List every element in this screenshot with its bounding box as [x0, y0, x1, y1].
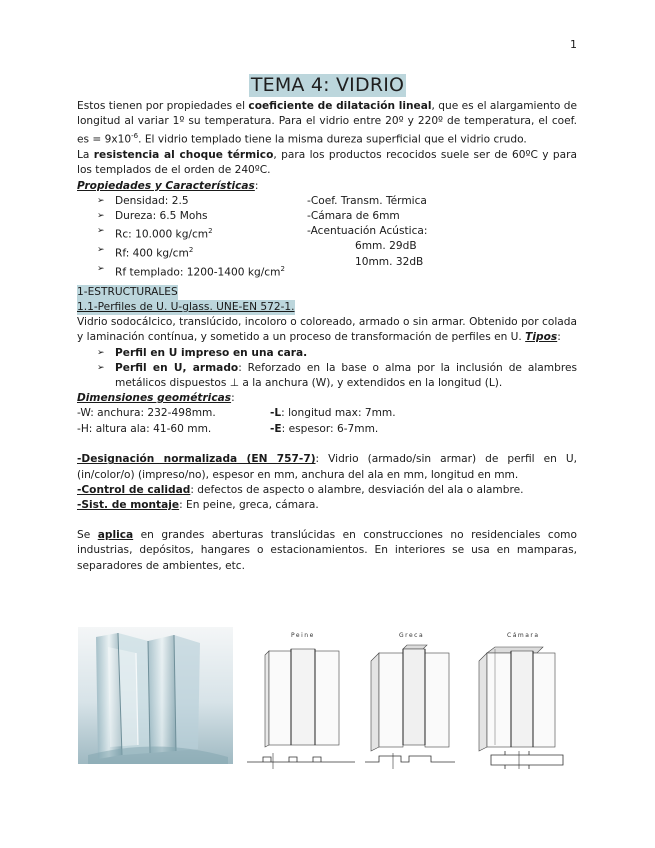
diagram-label-camara: Cámara — [507, 632, 540, 639]
spacer — [77, 513, 577, 528]
property-item — [97, 224, 302, 243]
properties-list — [77, 194, 577, 279]
property-text: Rc: 10.000 kg/cm — [115, 228, 209, 241]
exponent: 2 — [208, 227, 213, 236]
property-text: Rf: 400 kg/cm — [115, 247, 189, 260]
property-item — [97, 194, 302, 209]
dimension-e — [270, 422, 470, 437]
montaje-paragraph — [77, 498, 577, 513]
designacion-label: -Designación normalizada (EN 757-7) — [77, 453, 316, 466]
dimensions-grid — [77, 406, 577, 437]
montaje-text: : En peine, greca, cámara. — [179, 498, 319, 511]
u-glass-photo — [78, 627, 233, 764]
dimensions-left — [77, 406, 267, 436]
aplica-text: en grandes aberturas translúcidas en construcciones no residenciales como industrias, depósitos, hangares o estacionamientos. En interiores se usa en mamparas, separadores de ambientes, etc. — [77, 529, 577, 572]
property-item — [97, 262, 302, 281]
exponent: 2 — [280, 264, 285, 273]
type-name: Perfil en U, armado — [115, 361, 239, 374]
aplica-paragraph — [77, 528, 577, 574]
dimension-label: -L — [270, 407, 282, 420]
type-item — [97, 361, 577, 391]
property-text: 6mm. 29dB — [355, 240, 417, 253]
exponent: 2 — [188, 245, 194, 254]
dimensions-right — [270, 406, 470, 436]
dimension-text: : espesor: 6-7mm. — [281, 422, 379, 435]
dimensions-heading — [77, 391, 577, 406]
aplica-text: Se — [77, 529, 98, 542]
type-text: : Reforzado en la base o alma por la inclusión de alambres metálicos dispuestos ⊥ a la anchura (W), y extendidos en la longitud (L). — [115, 361, 578, 389]
designacion-paragraph — [77, 452, 577, 482]
control-paragraph — [77, 483, 577, 498]
heading-colon: : — [231, 392, 235, 405]
camara-diagram — [479, 632, 563, 769]
peine-diagram — [247, 632, 355, 769]
montaje-label: -Sist. de montaje — [77, 498, 180, 511]
mounting-diagrams — [243, 627, 583, 772]
u-glass-photo-illustration — [78, 627, 233, 764]
dimension-w: -W: anchura: 232-498mm. — [77, 407, 216, 420]
intro-text: . El vidrio templado tiene la misma dureza superficial que el vidrio crudo. — [138, 133, 527, 146]
diagram-label-greca: Greca — [399, 632, 425, 639]
property-text: 10mm. 32dB — [355, 255, 424, 268]
intro-paragraph-2 — [77, 148, 577, 178]
intro-text: Estos tienen por propiedades el — [77, 100, 249, 112]
subsection-heading-line — [77, 300, 577, 315]
title-container — [0, 74, 655, 97]
greca-diagram — [365, 632, 455, 769]
heading-colon: : — [254, 179, 259, 192]
arrow-bullet-icon: ➢ — [97, 244, 105, 255]
control-label: -Control de calidad — [77, 483, 191, 496]
properties-right-column — [307, 194, 507, 270]
arrow-bullet-icon: ➢ — [97, 195, 105, 206]
type-item — [97, 346, 577, 361]
arrow-bullet-icon: ➢ — [97, 347, 105, 358]
main-content — [77, 99, 577, 574]
types-list — [97, 346, 577, 392]
intro-term-choque: resistencia al choque térmico — [93, 149, 274, 162]
intro-text: , que es el alargamiento de longitud al variar 1º su temperatura. Para el vidrio entre 20º y 220º de temperatura, el coef. es = 9x10 — [77, 100, 578, 146]
arrow-bullet-icon: ➢ — [97, 362, 105, 373]
intro-paragraph-1 — [77, 99, 577, 148]
property-item — [97, 243, 302, 262]
spacer — [77, 437, 577, 452]
dimension-text: : longitud max: 7mm. — [281, 407, 396, 420]
arrow-bullet-icon: ➢ — [97, 210, 105, 221]
type-name: Perfil en U impreso en una cara. — [115, 346, 308, 359]
designacion-text: : Vidrio (armado/sin armar) de perfil en U, (in/color/o) (impreso/no), espesor en mm, anchura del ala en mm, longitud en mm. — [77, 453, 577, 481]
description-text: Vidrio sodocálcico, translúcido, incoloro o coloreado, armado o sin armar. Obtenido por colada y laminación contínua, y sometido a un proceso de transformación de perfiles en U. — [77, 316, 577, 344]
property-text: -Acentuación Acústica: — [307, 225, 428, 238]
property-text: Rf templado: 1200-1400 kg/cm — [115, 266, 281, 279]
page-number: 1 — [570, 38, 577, 51]
intro-text: La — [77, 149, 94, 162]
dimension-label: -E — [270, 422, 282, 435]
mounting-systems-diagram — [243, 627, 583, 772]
page-title: TEMA 4: VIDRIO — [250, 74, 405, 96]
subsection-heading: 1.1-Perfiles de U. U-glass. UNE-EN 572-1. — [77, 300, 295, 315]
exponent: -6 — [131, 132, 139, 141]
properties-heading-label: Propiedades y Características — [77, 179, 255, 192]
section-heading-line — [77, 285, 577, 300]
dimensions-heading-label: Dimensiones geométricas — [77, 392, 232, 405]
control-text: : defectos de aspecto o alambre, desviación del ala o alambre. — [190, 483, 524, 496]
property-text: -Coef. Transm. Térmica — [307, 194, 427, 207]
intro-term-dilatacion: coeficiente de dilatación lineal — [248, 100, 432, 112]
property-item — [97, 209, 302, 224]
property-text: Dureza: 6.5 Mohs — [115, 209, 208, 222]
property-text: -Cámara de 6mm — [307, 209, 400, 222]
property-text: Densidad: 2.5 — [115, 194, 189, 207]
arrow-bullet-icon: ➢ — [97, 226, 105, 237]
aplica-term: aplica — [97, 529, 134, 542]
diagram-label-peine: Peine — [291, 632, 315, 639]
section-heading: 1-ESTRUCTURALES — [77, 285, 178, 300]
dimension-h: -H: altura ala: 41-60 mm. — [77, 422, 212, 435]
intro-text: , para los productos recocidos suele ser de 60ºC y para los templados de el orden de 240ºC. — [77, 149, 577, 177]
properties-left-column — [97, 194, 302, 281]
arrow-bullet-icon: ➢ — [97, 263, 105, 274]
dimension-l — [270, 406, 470, 421]
types-label: Tipos — [525, 331, 558, 344]
heading-colon: : — [557, 331, 561, 344]
properties-heading — [77, 179, 577, 194]
section-description — [77, 315, 577, 345]
